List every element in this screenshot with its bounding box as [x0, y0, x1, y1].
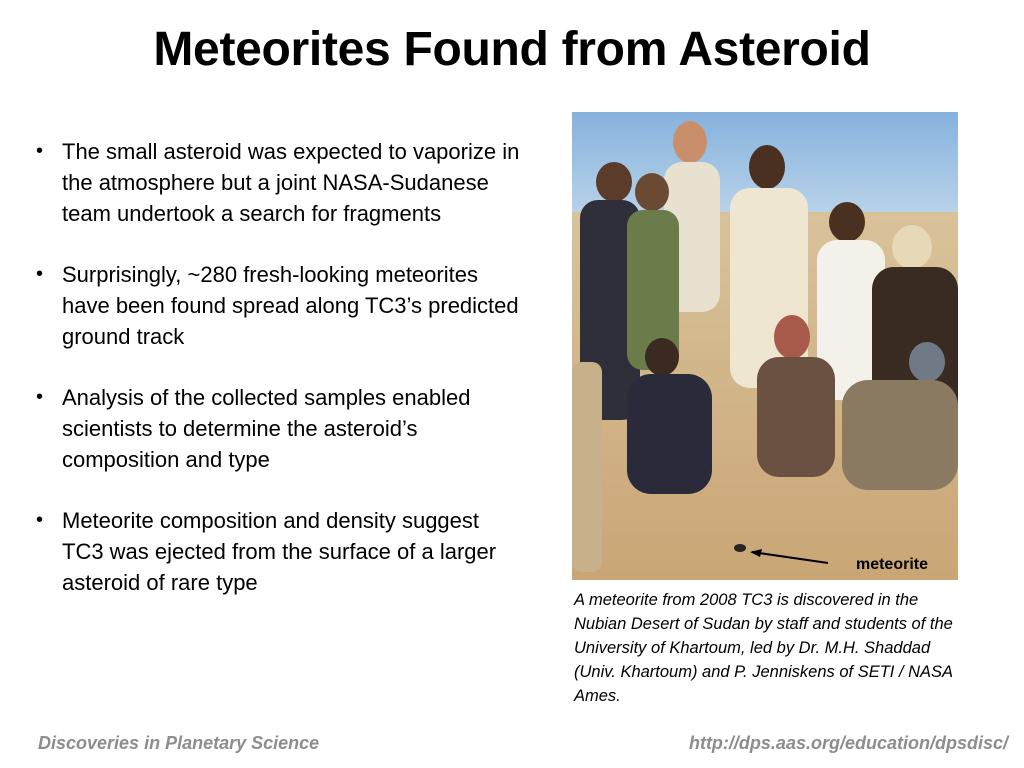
bullet-dot-icon: •: [36, 509, 44, 531]
bullet-list: [36, 136, 526, 628]
meteorite-stone: [734, 544, 746, 552]
bullet-item: [36, 382, 526, 475]
bullet-dot-icon: •: [36, 140, 44, 162]
photo-caption: A meteorite from 2008 TC3 is discovered in the Nubian Desert of Sudan by staff and students of the University of Khartoum, led by Dr. M.H. Shaddad (Univ. Khartoum) and P. Jenniskens of SETI / NASA Ames.: [574, 591, 953, 705]
slide-title: Meteorites Found from Asteroid: [153, 23, 871, 76]
bullet-item: [36, 136, 526, 229]
bullet-dot-icon: •: [36, 386, 44, 408]
bullet-item: [36, 259, 526, 352]
photo-illustration: [572, 112, 958, 580]
bullet-text: Analysis of the collected samples enabled scientists to determine the asteroid’s composition and type: [62, 385, 471, 472]
footer-url[interactable]: http://dps.aas.org/education/dpsdisc/: [688, 733, 1008, 753]
meteorite-label: meteorite: [855, 556, 928, 573]
meteorite-photo: [572, 112, 958, 580]
footer-series-title: Discoveries in Planetary Science: [38, 733, 320, 753]
bullet-text: The small asteroid was expected to vaporize in the atmosphere but a joint NASA-Sudanese team undertook a search for fragments: [62, 139, 520, 226]
bullet-dot-icon: •: [36, 263, 44, 285]
bullet-text: Meteorite composition and density suggest TC3 was ejected from the surface of a larger asteroid of rare type: [62, 508, 497, 595]
bullet-item: [36, 505, 526, 598]
bullet-text: Surprisingly, ~280 fresh-looking meteorites have been found spread along TC3’s predicted ground track: [62, 262, 519, 349]
